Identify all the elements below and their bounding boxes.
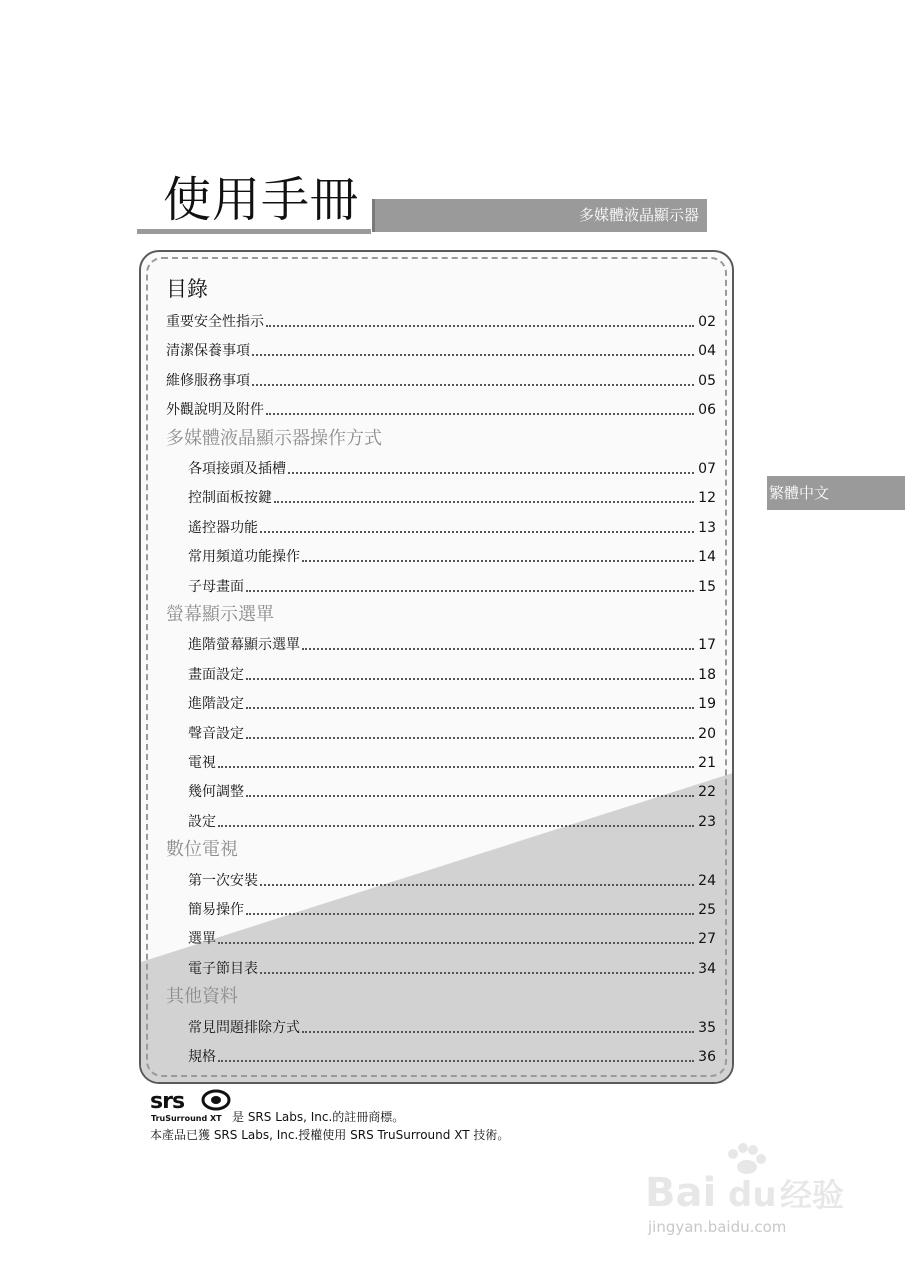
- toc-page-number: 20: [698, 726, 716, 742]
- trademark-text: 是 SRS Labs, Inc.的註冊商標。: [232, 1110, 405, 1124]
- dot-leader: [266, 413, 694, 415]
- svg-text:du: du: [728, 1175, 777, 1215]
- dot-leader: [266, 325, 694, 327]
- toc-page-number: 19: [698, 696, 716, 712]
- toc-entry: [141, 341, 734, 361]
- toc-entry: [141, 312, 734, 332]
- toc-entry-label: 畫面設定: [188, 667, 244, 683]
- dot-leader: [246, 590, 694, 592]
- toc-entry-label: 各項接頭及插槽: [188, 461, 286, 477]
- toc-entry-label: 進階設定: [188, 696, 244, 712]
- subtitle: 多媒體液晶顯示器: [578, 206, 699, 224]
- toc-page-number: 18: [698, 667, 716, 683]
- toc-entry-label: 子母畫面: [188, 579, 244, 595]
- toc-entry-label: 清潔保養事項: [166, 343, 250, 359]
- baidu-watermark: [640, 1140, 860, 1220]
- dot-leader: [246, 913, 694, 915]
- language-tab: [767, 476, 905, 510]
- toc-entry: [141, 782, 734, 802]
- dot-leader: [302, 560, 694, 562]
- toc-entry: [141, 665, 734, 685]
- toc-page-number: 27: [698, 931, 716, 947]
- toc-entry: [141, 577, 734, 597]
- dot-leader: [218, 825, 694, 827]
- toc-entry-label: 規格: [188, 1049, 216, 1065]
- toc-page-number: 17: [698, 637, 716, 653]
- toc-entry-label: 聲音設定: [188, 726, 244, 742]
- toc-entry: [141, 518, 734, 538]
- toc-entry: [141, 371, 734, 391]
- dot-leader: [260, 972, 694, 974]
- dot-leader: [252, 384, 694, 386]
- dot-leader: [302, 648, 694, 650]
- toc-entry-label: 遙控器功能: [188, 520, 258, 536]
- toc-page-number: 05: [698, 373, 716, 389]
- toc-section-title: 多媒體液晶顯示器操作方式: [166, 428, 382, 449]
- dot-leader: [288, 472, 694, 474]
- toc-entry: [141, 1047, 734, 1067]
- dot-leader: [274, 501, 694, 503]
- toc-page-number: 06: [698, 402, 716, 418]
- dot-leader: [218, 1060, 694, 1062]
- toc-entry-label: 第一次安裝: [188, 873, 258, 889]
- toc-entry-label: 維修服務事項: [166, 373, 250, 389]
- watermark-url: jingyan.baidu.com: [648, 1218, 787, 1236]
- toc-page-number: 14: [698, 549, 716, 565]
- toc-entry-label: 常見問題排除方式: [188, 1020, 300, 1036]
- toc-entry: [141, 459, 734, 479]
- toc-page-number: 12: [698, 490, 716, 506]
- toc-entry: [141, 753, 734, 773]
- dot-leader: [302, 1031, 694, 1033]
- title-underline: [137, 229, 371, 234]
- svg-text:srs: srs: [150, 1089, 185, 1114]
- toc-entry-label: 設定: [188, 814, 216, 830]
- page-title: 使用手冊: [163, 172, 360, 228]
- toc-page-number: 24: [698, 873, 716, 889]
- toc-page-number: 15: [698, 579, 716, 595]
- toc-entry: [141, 635, 734, 655]
- toc-section-title: 數位電視: [166, 839, 238, 860]
- toc-page-number: 25: [698, 902, 716, 918]
- srs-logo: [150, 1088, 232, 1124]
- svg-text:Bai: Bai: [645, 1170, 717, 1216]
- svg-text:TruSurround XT: TruSurround XT: [151, 1114, 222, 1123]
- toc-entry: [141, 900, 734, 920]
- toc-entry-label: 控制面板按鍵: [188, 490, 272, 506]
- toc-page-number: 04: [698, 343, 716, 359]
- toc-entry-label: 外觀說明及附件: [166, 402, 264, 418]
- dot-leader: [246, 678, 694, 680]
- dot-leader: [260, 531, 694, 533]
- toc-page-number: 36: [698, 1049, 716, 1065]
- svg-text:经验: 经验: [780, 1176, 845, 1214]
- dot-leader: [246, 795, 694, 797]
- dot-leader: [218, 766, 694, 768]
- toc-entry-label: 進階螢幕顯示選單: [188, 637, 300, 653]
- toc-entry-label: 簡易操作: [188, 902, 244, 918]
- toc-page-number: 21: [698, 755, 716, 771]
- toc-entry: [141, 959, 734, 979]
- toc-entry-label: 常用頻道功能操作: [188, 549, 300, 565]
- dot-leader: [218, 942, 694, 944]
- dot-leader: [246, 707, 694, 709]
- toc-entry: [141, 1018, 734, 1038]
- toc-page-number: 23: [698, 814, 716, 830]
- toc-page-number: 35: [698, 1020, 716, 1036]
- dot-leader: [246, 737, 694, 739]
- toc-page-number: 07: [698, 461, 716, 477]
- toc-page-number: 02: [698, 314, 716, 330]
- toc-entry: [141, 929, 734, 949]
- toc-section-title: 其他資料: [166, 986, 238, 1007]
- toc-entry: [141, 871, 734, 891]
- toc-entry: [141, 812, 734, 832]
- toc-entry: [141, 724, 734, 744]
- toc-entry-label: 電子節目表: [188, 961, 258, 977]
- subtitle-bar: [372, 199, 707, 232]
- dot-leader: [260, 884, 694, 886]
- toc-entry: [141, 694, 734, 714]
- dot-leader: [252, 354, 694, 356]
- toc-heading: 目錄: [166, 277, 208, 301]
- toc-entry-label: 選單: [188, 931, 216, 947]
- toc-entry-label: 重要安全性指示: [166, 314, 264, 330]
- license-text: 本產品已獲 SRS Labs, Inc.授權使用 SRS TruSurround XT 技術。: [150, 1128, 510, 1142]
- toc-frame: [139, 250, 734, 1084]
- toc-entry: [141, 547, 734, 567]
- toc-page-number: 34: [698, 961, 716, 977]
- toc-entry-label: 幾何調整: [188, 784, 244, 800]
- toc-entry: [141, 400, 734, 420]
- language-tab-label: 繁體中文: [769, 484, 830, 502]
- toc-page-number: 13: [698, 520, 716, 536]
- toc-page-number: 22: [698, 784, 716, 800]
- toc-entry: [141, 488, 734, 508]
- toc-entry-label: 電視: [188, 755, 216, 771]
- toc-section-title: 螢幕顯示選單: [166, 604, 274, 625]
